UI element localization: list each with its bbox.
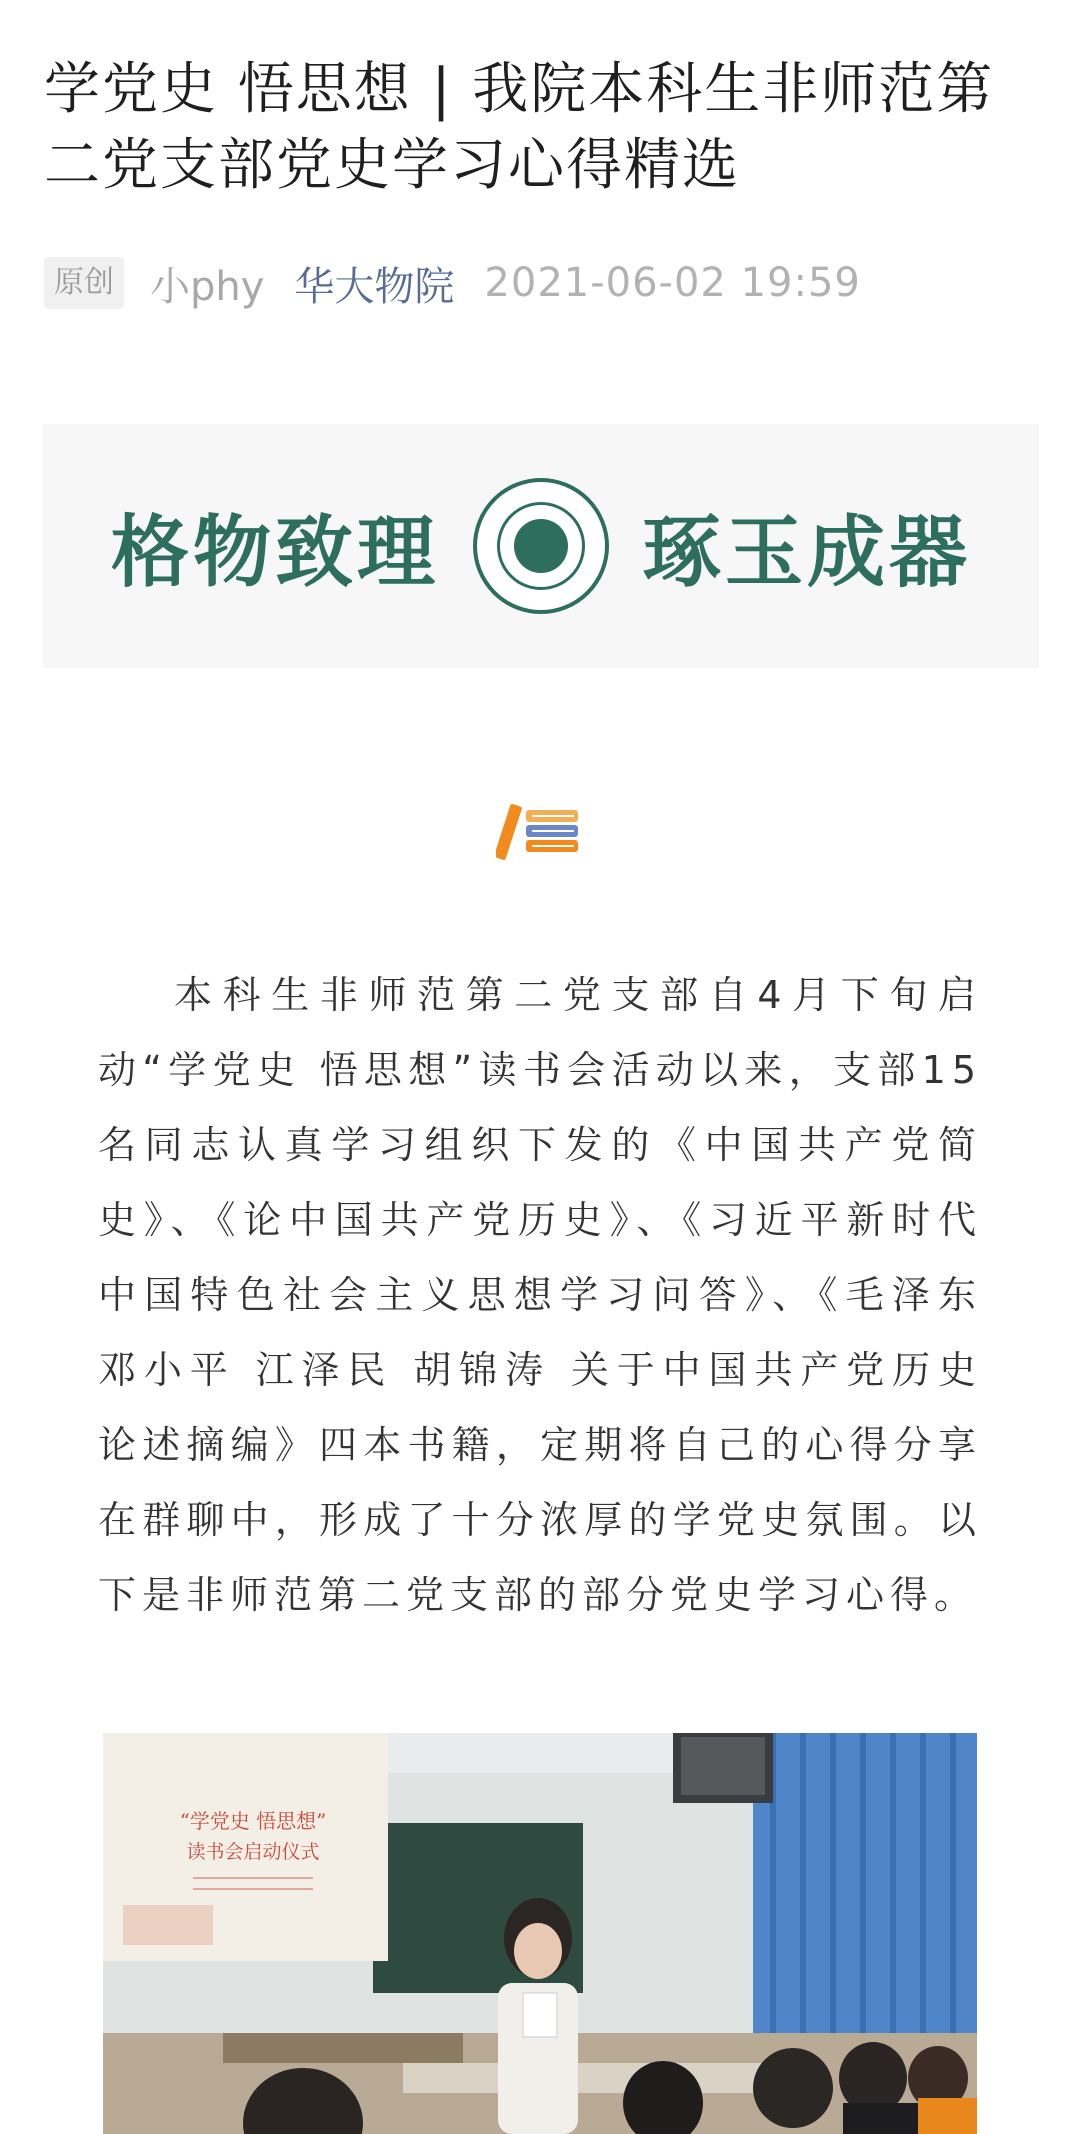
slide-title: “学党史 悟思想” [179,1809,327,1833]
banner-left-text: 格物致理 [110,508,439,598]
publish-datetime: 2021-06-02 19:59 [484,260,861,306]
article-title: 学党史 悟思想 | 我院本科生非师范第二党支部党史学习心得精选 [44,57,995,198]
classroom-photo-illustration [103,1733,977,2134]
reading-club-photo [103,1733,977,2134]
intro-paragraph: 本科生非师范第二党支部自4月下旬启动“学党史 悟思想”读书会活动以来，支部15名同志认真学习组织下发的《中国共产党简史》、《论中国共产党历史》、《习近平新时代中国特色社会主义思想学习问答》、《毛泽东 邓小平 江泽民 胡锦涛 关于中国共产党历史论述摘编》四本书籍，定期将自己的心得分享在群聊中，形成了十分浓厚的学党史氛围。以下是非师范第二党支部的部分党史学习心得。 [98,973,982,1617]
original-badge: 原创 [44,257,124,309]
account-link[interactable]: 华大物院 [294,263,455,310]
university-emblem-icon [473,478,609,614]
banner-image [43,424,1039,668]
article-meta [44,256,861,310]
banner-right-text: 琢玉成器 [643,508,972,598]
slide-subtitle: 读书会启动仪式 [186,1841,320,1863]
author-name: 小phy [150,263,265,310]
books-icon [496,800,582,860]
